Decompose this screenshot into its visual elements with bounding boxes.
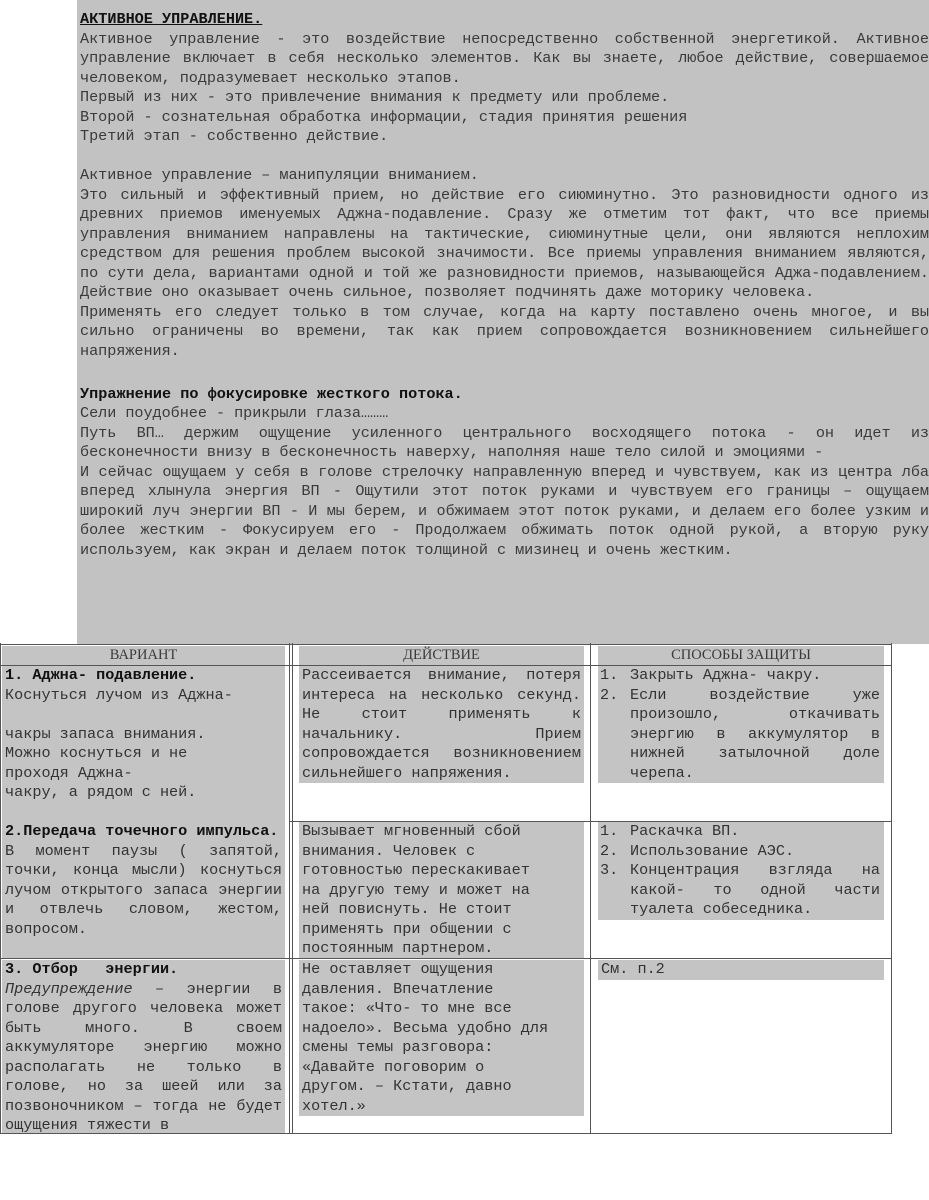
action-line: ней повиснуть. Не стоит <box>302 900 512 918</box>
variant-title: 1. Аджна- подавление. <box>5 666 197 684</box>
action-line: смены темы разговора: <box>302 1038 494 1056</box>
border-left <box>0 643 1 1134</box>
defense-item: 1. Закрыть Аджна- чакру. <box>600 666 822 684</box>
paragraph: Третий этап - собственно действие. <box>80 127 389 145</box>
defense-item: 3. Концентрация взгляда на какой- то одной части туалета собеседника. <box>600 861 880 918</box>
border-col1-inner <box>292 643 293 1134</box>
border-top <box>0 644 892 645</box>
variant-title: 3. Отбор энергии. <box>5 960 179 978</box>
variant-line: чакру, а рядом с ней. <box>5 783 197 801</box>
section-title-exercise: Упражнение по фокусировке жесткого потока. <box>80 384 463 403</box>
action-line: надоело». Весьма удобно для <box>302 1018 549 1037</box>
defense-text: См. п.2 <box>601 960 665 978</box>
action-line: Вызывает мгновенный сбой <box>302 822 521 840</box>
defense-item: 1. Раскачка ВП. <box>600 822 740 840</box>
border-header-bottom <box>0 665 892 666</box>
techniques-table <box>0 643 892 1134</box>
action-line: постоянным партнером. <box>302 939 494 957</box>
action-line: внимания. Человек с <box>302 841 476 860</box>
action-text: Рассеивается внимание, потеря интереса на несколько секунд. Не стоит применять к начальнику. Прием сопровождается возникновением сильнейшего напряжения. <box>299 666 584 783</box>
action-line: на другую тему и может на <box>302 880 530 899</box>
action-line: давления. Впечатление <box>302 979 494 998</box>
border-row1-bottom <box>290 821 892 822</box>
variant-text: – энергии в голове другого человека может быть много. В своем аккумуляторе энергию можно располагать не только в голове, но за шеей или за позвоночником – тогда не будет ощущения тяжести в <box>5 979 282 1133</box>
variant-line: Коснуться лучом из Аджна- <box>5 685 233 704</box>
action-line: хотел.» <box>302 1096 366 1115</box>
paragraph: Путь ВП… держим ощущение усиленного центрального восходящего потока - он идет из бесконечности внизу в бесконечность наверху, наполняя наше тело силой и эмоциями - <box>80 423 929 461</box>
action-line: «Давайте поговорим о <box>302 1057 485 1076</box>
border-col1 <box>289 643 290 1134</box>
paragraph: Первый из них - это привлечение внимания к предмету или проблеме. <box>80 88 670 106</box>
variant-text: В момент паузы ( запятой, точки, конца мысли) коснуться лучом открытого запаса энергии и отвлечь словом, жестом, вопросом. <box>5 841 282 938</box>
header-variant-label: ВАРИАНТ <box>109 647 178 663</box>
border-right <box>891 643 892 1134</box>
border-col2 <box>590 643 591 1134</box>
defense-item: 2. Использование АЭС. <box>600 841 795 860</box>
paragraph: Второй - сознательная обработка информации, стадия принятия решения <box>80 107 688 126</box>
text-block <box>77 0 929 644</box>
action-line: готовностью перескакивает <box>302 861 530 879</box>
action-line: другом. – Кстати, давно <box>302 1077 512 1095</box>
section-lead: Активное управление – манипуляции вниманием. <box>80 166 479 184</box>
variant-line: Можно коснуться и не <box>5 744 188 762</box>
defense-item: 2. Если воздействие уже произошло, откачивать энергию в аккумулятор в нижней затылочной доле черепа. <box>600 685 880 782</box>
spacer <box>80 361 929 381</box>
paragraph: Активное управление - это воздействие непосредственно собственной энергетикой. Активное управление включает в себя несколько элементов. Как вы знаете, любое действие, совершаемое человеком, подразумевает несколько этапов. <box>80 29 929 87</box>
warning-label: Предупреждение <box>5 979 133 998</box>
section-title-active-control: АКТИВНОЕ УПРАВЛЕНИЕ. <box>80 10 263 28</box>
action-line: Не оставляет ощущения <box>302 960 494 978</box>
table-grid <box>0 643 892 1134</box>
border-row2-bottom <box>0 958 892 959</box>
variant-title: 2.Передача точечного импульса. <box>5 822 279 840</box>
action-line: применять при общении с <box>302 919 512 938</box>
border-bottom <box>0 1133 892 1134</box>
paragraph: Сели поудобнее - прикрыли глаза……… <box>80 404 389 422</box>
paragraph: И сейчас ощущаем у себя в голове стрелочку направленную вперед и чувствуем, как из центра лба вперед хлынула энергия ВП - Ощутили этот поток руками и чувствуем его границы – ощущаем широкий луч энергии ВП - И мы берем, и обжимаем этот поток руками, и делаем его более узким и более жестким - Фокусируем его - Продолжаем обжимать поток одной рукой, а вторую руку используем, как экран и делаем поток толщиной с мизинец и очень жестким. <box>80 462 929 559</box>
spacer <box>80 147 929 167</box>
header-defense-label: СПОСОБЫ ЗАЩИТЫ <box>671 647 811 663</box>
variant-line: проходя Аджна- <box>5 763 133 782</box>
border-row1-bottom-left <box>0 820 290 821</box>
variant-line: чакры запаса внимания. <box>5 724 206 743</box>
action-line: такое: «Что- то мне все <box>302 999 512 1017</box>
paragraph: Это сильный и эффективный прием, но действие его сиюминутно. Это разновидности одного из древних приемов именуемых Аджна-подавление. Сразу же отметим тот факт, что все приемы управления вниманием направлены на тактические, сиюминутные цели, они являются неплохим средством для решения проблем высокой значимости. Все приемы управления вниманием являются, по сути дела, вариантами одной и той же разновидности приемов, называющейся Аджа-подавлением. Действие оно оказывает очень сильное, позволяет подчинять даже моторику человека. <box>80 185 929 301</box>
paragraph: Применять его следует только в том случае, когда на карту поставлено очень многое, и вы сильно ограничены во времени, так как прием сопровождается возникновением сильнейшего напряжения. <box>80 302 929 360</box>
header-action-label: ДЕЙСТВИЕ <box>403 647 480 663</box>
